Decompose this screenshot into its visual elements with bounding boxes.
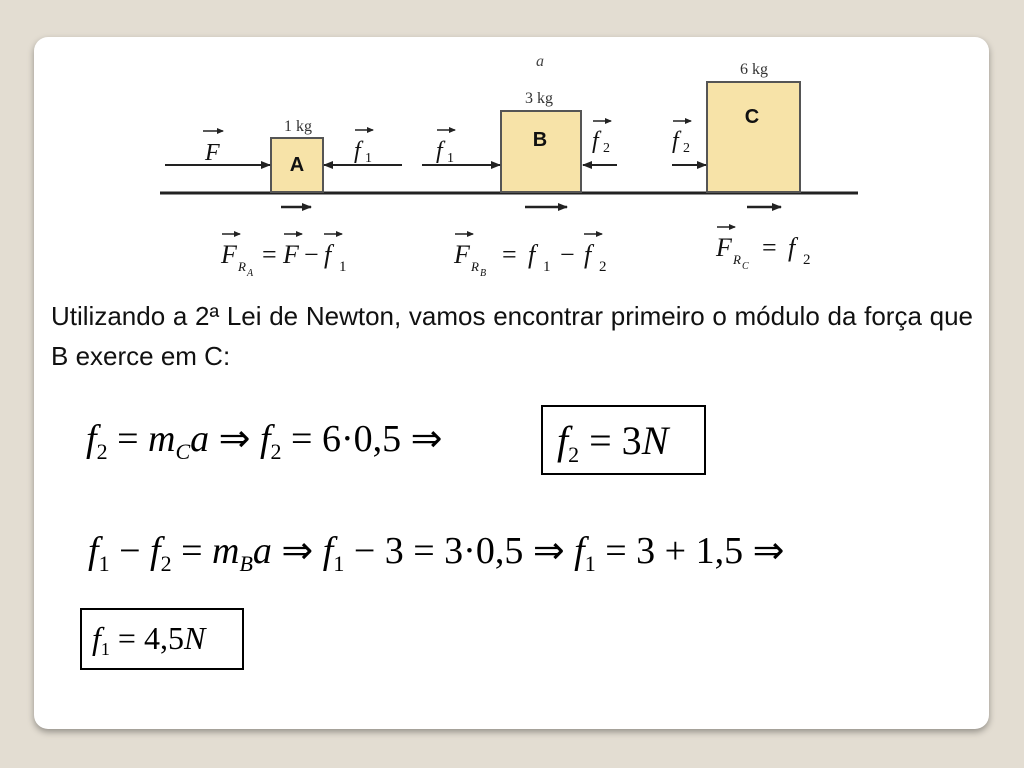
equation-f2: $f_2 = m_Ca$ ⇒ $f_2 = 6\cdot 0,5$ ⇒: [86, 418, 443, 464]
svg-text:F: F: [454, 240, 470, 269]
force-f2-on-b-sub: 2: [603, 141, 610, 156]
svg-text:1: 1: [339, 259, 347, 275]
svg-text:f: f: [324, 240, 332, 269]
force-f2-on-b-label: f: [592, 128, 599, 154]
svg-text:1: 1: [543, 259, 551, 275]
svg-text:2: 2: [599, 259, 607, 275]
resultant-b: [453, 234, 607, 279]
svg-text:R: R: [733, 252, 741, 267]
svg-text:f: f: [788, 233, 796, 262]
force-diagram: [0, 0, 1024, 300]
svg-text:F: F: [221, 240, 237, 269]
svg-text:−: −: [560, 240, 575, 269]
block-a-label: A: [289, 154, 305, 176]
force-f2-on-c-label: f: [672, 128, 679, 154]
resultant-c: [715, 227, 811, 272]
block-c-mass: 6 kg: [740, 61, 768, 78]
block-a-mass: 1 kg: [284, 118, 312, 135]
svg-text:F: F: [716, 233, 732, 262]
svg-text:2: 2: [803, 252, 811, 268]
block-b-mass: 3 kg: [525, 90, 553, 107]
svg-text:f: f: [528, 240, 536, 269]
force-f2-on-c-sub: 2: [683, 141, 690, 156]
force-f1-on-b-label: f: [436, 138, 443, 164]
block-b-label: B: [532, 129, 548, 151]
svg-text:=: =: [262, 240, 277, 269]
result-box-f1: $f_1 = 4,5N$: [80, 608, 244, 670]
block-c-label: C: [744, 106, 760, 128]
force-f1-on-a-sub: 1: [365, 151, 372, 166]
force-f-label: F: [205, 140, 220, 166]
svg-text:f: f: [584, 240, 592, 269]
svg-text:B: B: [480, 268, 487, 279]
svg-text:=: =: [502, 240, 517, 269]
resultant-a: [220, 234, 347, 279]
svg-text:R: R: [471, 259, 479, 274]
svg-text:R: R: [238, 259, 246, 274]
svg-text:A: A: [247, 268, 254, 279]
intro-paragraph: Utilizando a 2ª Lei de Newton, vamos encontrar primeiro o módulo da força que B exerce em C:: [51, 301, 973, 371]
force-f1-on-a-label: f: [354, 138, 361, 164]
svg-text:−: −: [304, 240, 319, 269]
acceleration-label: a: [536, 53, 544, 70]
block-b: [501, 111, 581, 192]
equation-f1: $f_1 - f_2 = m_Ba$ ⇒ $f_1 - 3 = 3\cdot 0,5$ ⇒ $f_1 = 3 + 1,5$ ⇒: [88, 530, 785, 576]
block-c: [707, 82, 800, 192]
result-box-f2: $f_2 = 3N$: [541, 405, 706, 475]
force-f1-on-b-sub: 1: [447, 151, 454, 166]
svg-text:=: =: [762, 233, 777, 262]
svg-text:F: F: [283, 240, 299, 269]
svg-text:C: C: [742, 261, 749, 272]
